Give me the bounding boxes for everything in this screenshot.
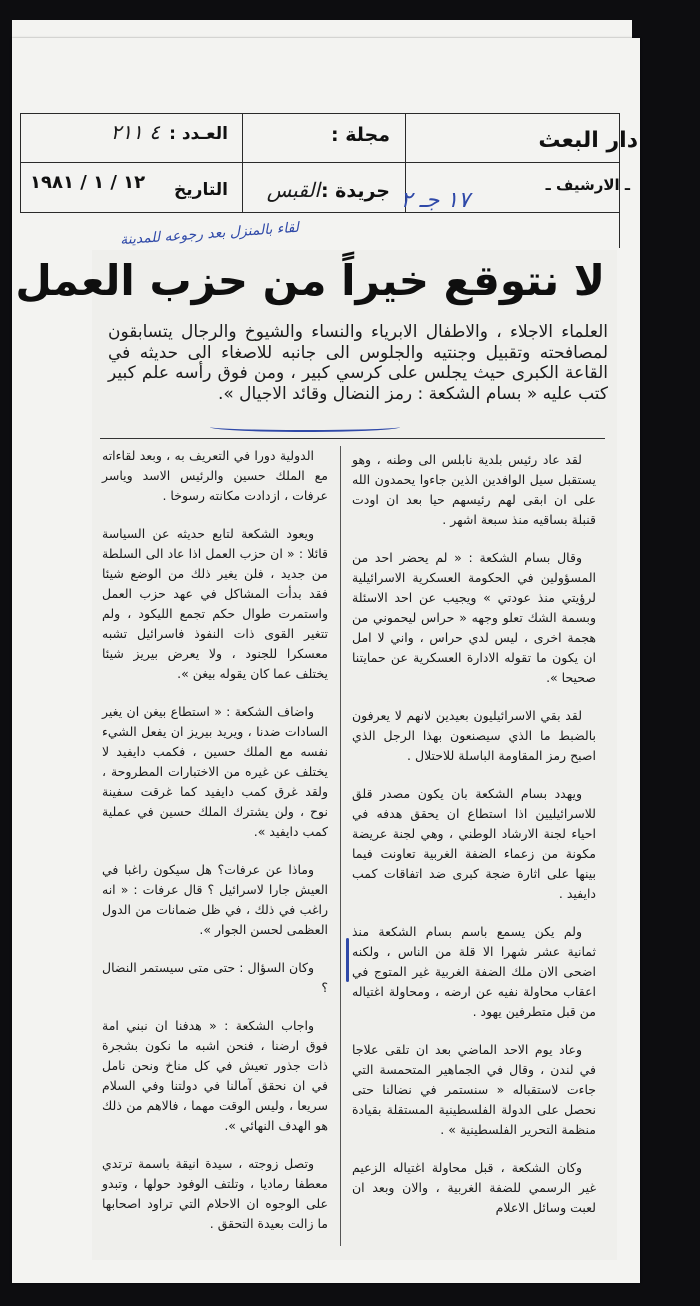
paragraph: واجاب الشكعة : « هدفنا ان نبني امة فوق ارضنا ، فنحن اشبه ما نكون بشجرة ذات جذور تعيش في كل مناخ ونحن نامل في ان نحقق آمالنا في دولتنا وفي السلام سريعا ، وليس الوقت مهما ، فالاهم من ذلك هو الهدف النهائي ». — [102, 1018, 328, 1133]
date-label: التاريخ — [174, 180, 228, 200]
paragraph: وكان السؤال : حتى متى سيستمر النضال ؟ — [102, 960, 328, 995]
pen-margin-mark — [346, 938, 349, 982]
pen-underline — [210, 422, 400, 432]
blue-note: لقاء بالمنزل بعد رجوعه للمدينة — [119, 219, 300, 249]
paragraph: ويهدد بسام الشكعة بان يكون مصدر قلق للاسرائيليين اذا استطاع ان يحقق هدفه في احياء لجنة الارشاد الوطني ، وهي لجنة عريضة مكونة من زعماء الضفة الغربية تعاونت فيما بينها على اثارة ضجة كبرى ضد اتفاقات كمب دايفيد . — [352, 786, 596, 901]
article-lead: العلماء الاجلاء ، والاطفال الابرياء والنساء والشيوخ والرجال يتسابقون لمصافحته وتقبيل وجنتيه والجلوس الى جانبه للاصغاء الى حديثه في القاعة الكبرى حيث يجلس على كرسي كبير ، ومن فوق رأسه علم كبير كتب عليه « بسام الشكعة : رمز النضال وقائد الاجيال ». — [108, 322, 608, 404]
paragraph: وتصل زوجته ، سيدة انيقة باسمة ترتدي معطفا رماديا ، وتلتف الوفود حولها ، وتبدو على الوجوه ان الاحلام التي تراود اصحابها ما زالت بعيدة التحقق . — [102, 1156, 328, 1231]
paragraph: وماذا عن عرفات؟ هل سيكون راغبا في العيش جارا لاسرائيل ؟ قال عرفات : « انه راغب في ذلك ، في ظل ضمانات من الدول العظمى لحسن الجوار ». — [102, 862, 328, 937]
header-top-rule — [20, 113, 620, 114]
issue-value: ٤ ٢١١ — [110, 120, 160, 144]
article-column-left — [102, 446, 328, 1231]
header-col-divider — [242, 113, 243, 213]
newspaper-value: القبس — [266, 178, 320, 202]
blue-mark: ١٧ جـ ٢ — [400, 188, 470, 213]
column-divider — [340, 446, 341, 1246]
magazine-label: مجلة : — [331, 124, 390, 146]
header-bottom-rule — [20, 212, 620, 213]
paragraph: واضاف الشكعة : « استطاع بيغن ان يغير السادات ضدنا ، ويريد بيريز ان يفعل الشيء نفسه مع الملك حسين ، فكمب دايفيد لا يختلف عن غيره من الاختبارات المطروحة ، ولقد غرق كمب دايفيد كما غرقت سفينة نوح ، ولن يشترك الملك حسين في عملية كمب دايفيد ». — [102, 704, 328, 839]
paragraph: وقال بسام الشكعة : « لم يحضر احد من المسؤولين في الحكومة العسكرية الاسرائيلية لرؤيتي منذ عودتي » ويجيب عن احد الاسئلة وبسمة الشك تعلو وجهه « حراس ليحموني من هجمة اخرى ، ليس لدي حراس ، واني لا امل ان يكون ما تقوله الادارة العسكرية عن حمايتنا صحيحا ». — [352, 550, 596, 685]
article-headline: لا نتوقع خيراً من حزب العمل — [15, 256, 605, 305]
paragraph: لقد بقي الاسرائيليون بعيدين لانهم لا يعرفون بالضبط ما الذي سيصنعون بهذا الرجل الذي اصبح رمز المقاومة الباسلة للاحتلال . — [352, 708, 596, 763]
newspaper-label: جريدة : — [320, 180, 390, 202]
header-left-border — [20, 113, 21, 213]
paragraph: الدولية دورا في التعريف به ، وبعد لقاءاته مع الملك حسين والرئيس الاسد وياسر عرفات ، ازدادت مكانته رسوخا . — [102, 448, 328, 503]
lead-separator — [100, 438, 605, 439]
paragraph: وكان الشكعة ، قبل محاولة اغتياله الزعيم غير الرسمي للضفة الغربية ، والان وبعد ان لعبت وسائل الاعلام — [352, 1160, 596, 1215]
paragraph: لقد عاد رئيس بلدية نابلس الى وطنه ، وهو يستقبل سيل الوافدين الذين جاءوا يحمدون الله على ان ابقى لهم رئيسهم حيا بعد ان اودت قنبلة بساقيه منذ سبعة اشهر . — [352, 452, 596, 527]
archive-label: ـ الارشيف ـ — [545, 176, 630, 194]
paragraph: ويعود الشكعة لتابع حديثه عن السياسة قائلا : « ان حزب العمل اذا عاد الى السلطة من جديد ، فلن يغير ذلك من الوضع شيئا فقد بدأت المشاكل في عهد حزب العمل واستمرت طوال حكم تجمع الليكود ، ولم تتغير القوى ذات النفوذ فاسرائيل تشبه معسكرا للجنود ، ولا يعرض بيريز شيئا يختلف عما كان يقوله بيغن ». — [102, 526, 328, 681]
date-value: ١٢ / ١ / ١٩٨١ — [30, 172, 146, 193]
paragraph: ولم يكن يسمع باسم بسام الشكعة منذ ثمانية عشر شهرا الا قلة من الناس ، ولكنه اضحى الان ملك الضفة الغربية غير المتوج في اعقاب محاولة نفيه عن ارضه ، ومحاولة اغتياله من قبل متطرفين يهود . — [352, 924, 596, 1019]
header-mid-rule — [20, 162, 620, 163]
org-name: دار البعث — [538, 128, 638, 153]
article-column-right — [352, 450, 596, 1255]
paragraph: وعاد يوم الاحد الماضي بعد ان تلقى علاجا في لندن ، وقال في الجماهير المتحمسة التي جاءت لاستقباله « سنستمر في نضالنا حتى نحصل على الدولة الفلسطينية المستقلة بقيادة منظمة التحرير الفلسطينية » . — [352, 1042, 596, 1137]
issue-label: العـدد : — [169, 124, 228, 144]
